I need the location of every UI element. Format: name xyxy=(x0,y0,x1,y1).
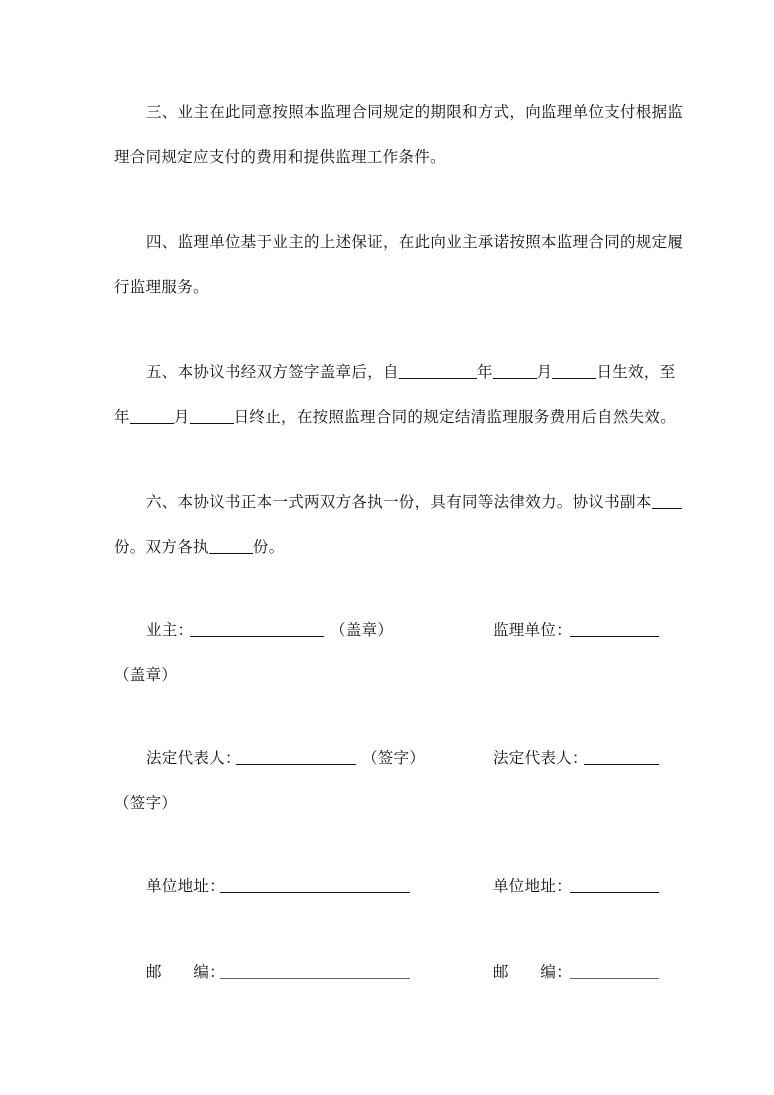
postcode-right-label: 邮 编： xyxy=(493,963,573,981)
clause5-prefix: 五、本协议书经双方签字盖章后，自 xyxy=(146,363,399,381)
legal-rep-right-sign-note: （签字） xyxy=(114,794,178,812)
clause4-line1: 四、监理单位基于业主的上述保证，在此向业主承诺按照本监理合同的规定履 xyxy=(146,233,684,251)
owner-field[interactable] xyxy=(190,636,324,637)
clause5-month-label: 月 xyxy=(536,363,553,381)
address-right-field[interactable] xyxy=(570,892,659,893)
clause5-year-label: 年 xyxy=(476,363,493,381)
postcode-right-field[interactable] xyxy=(570,978,659,979)
legal-rep-right-label: 法定代表人： xyxy=(493,749,588,767)
clause5-month2-label: 月 xyxy=(173,408,190,426)
clause5-end-text: 日终止，在按照监理合同的规定结清监理服务费用后自然失效。 xyxy=(233,408,677,426)
address-left-field[interactable] xyxy=(220,892,410,893)
supervisor-field[interactable] xyxy=(570,636,659,637)
effective-year-blank[interactable] xyxy=(399,362,477,379)
clause6-part2b: 份。 xyxy=(252,538,285,556)
owner-label: 业主： xyxy=(146,621,194,639)
clause5-effective-text: 日生效，至 xyxy=(596,363,676,381)
postcode-left-label: 邮 编： xyxy=(146,963,226,981)
effective-month-blank[interactable] xyxy=(493,362,537,379)
clause5-line2 xyxy=(114,407,676,427)
owner-seal-note: （盖章） xyxy=(330,621,394,639)
legal-rep-sign-note: （签字） xyxy=(362,749,426,767)
clause6-text: 六、本协议书正本一式两双方各执一份，具有同等法律效力。协议书副本 xyxy=(146,493,652,511)
supervisor-label: 监理单位： xyxy=(493,621,573,639)
end-day-blank[interactable] xyxy=(190,407,234,424)
clause6-line2 xyxy=(114,537,284,557)
address-left-label: 单位地址： xyxy=(146,877,226,895)
clause3-line1: 三、业主在此同意按照本监理合同规定的期限和方式，向监理单位支付根据监 xyxy=(146,103,684,121)
legal-rep-left-label: 法定代表人： xyxy=(146,749,241,767)
clause5-line1 xyxy=(146,362,675,382)
copies-count-blank[interactable] xyxy=(652,492,682,509)
legal-rep-right-field[interactable] xyxy=(584,764,659,765)
legal-rep-left-field[interactable] xyxy=(236,764,356,765)
each-copies-blank[interactable] xyxy=(209,537,253,554)
address-right-label: 单位地址： xyxy=(493,877,573,895)
clause3-line2: 理合同规定应支付的费用和提供监理工作条件。 xyxy=(114,148,446,166)
clause6-part2a: 份。双方各执 xyxy=(114,538,209,556)
effective-day-blank[interactable] xyxy=(552,362,596,379)
supervisor-seal-note: （盖章） xyxy=(114,666,178,684)
clause4-line2: 行监理服务。 xyxy=(114,278,209,296)
end-month-blank[interactable] xyxy=(130,407,174,424)
clause6-line1 xyxy=(146,492,682,512)
clause5-year2-label: 年 xyxy=(114,408,130,426)
postcode-left-field[interactable] xyxy=(220,978,410,979)
